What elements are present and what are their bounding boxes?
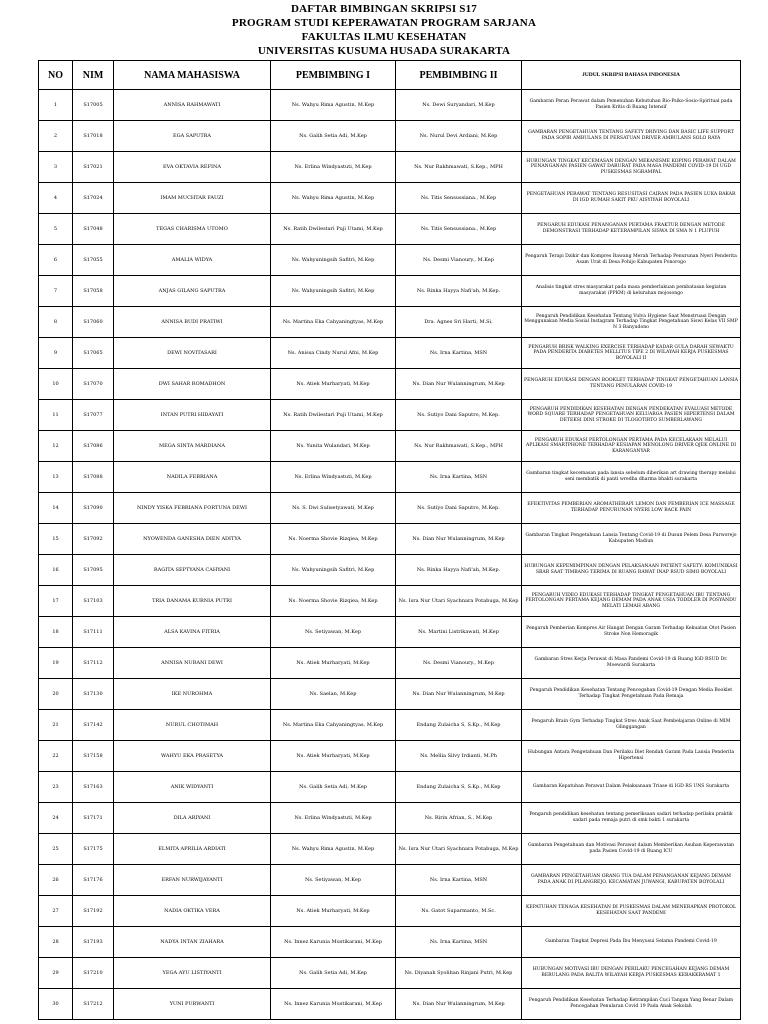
cell-nim: S17086 (73, 431, 114, 462)
cell-no: 12 (39, 431, 73, 462)
table-row (39, 183, 741, 214)
cell-judul: Pengaruh Pendidikan Kesehatan Terhadap Ketrampilan Cuci Tangan Yang Benar Dalam Pencegahan Penularan Covid 19 Pada Anak Sekolah (522, 989, 741, 1020)
cell-nim: S17060 (73, 307, 114, 338)
cell-no: 7 (39, 276, 73, 307)
cell-judul: HUBUNGAN MOTIVASI IBU DENGAN PERILAKU PENCEGAHAN KEJANG DEMAM BERULANG PADA BALITA WILAYAH KERJA PUSKESMAS KEBAKKRAMAT 1 (522, 958, 741, 989)
table-row (39, 555, 741, 586)
cell-no: 22 (39, 741, 73, 772)
cell-no: 10 (39, 369, 73, 400)
cell-nama: NYOWENDA GANESHA DIEN ADITYA (114, 524, 271, 555)
column-header-pembimbing-1: PEMBIMBING I (271, 61, 396, 90)
header-line-2: PROGRAM STUDI KEPERAWATAN PROGRAM SARJANA (231, 17, 537, 29)
cell-judul: GAMBARAN PENGETAHUAN ORANG TUA DALAM PENANGANAN KEJANG DEMAM PADA ANAK DI PILANGREJO, KECAMATAN JUWANGI, KABUPATEN BOYOLALI (522, 865, 741, 896)
cell-pembimbing-1: Ns. Anissa Cindy Nurul Afni, M.Kep (271, 338, 396, 369)
cell-nim: S17193 (73, 927, 114, 958)
cell-judul: Pengaruh Terapi Dzikir dan Kompres Bawang Merah Terhadap Penurunan Nyeri Penderita Asam Urat di Desa Pohijo Kabupaten Ponorogo (522, 245, 741, 276)
cell-no: 8 (39, 307, 73, 338)
cell-nim: S17095 (73, 555, 114, 586)
cell-nim: S17103 (73, 586, 114, 617)
column-header-nama: NAMA MAHASISWA (114, 61, 271, 90)
cell-pembimbing-1: Ns. Erlina Windyastuti, M.Kep (271, 152, 396, 183)
cell-nama: NINDY YISKA FEBRIANA FORTUNA DEWI (114, 493, 271, 524)
cell-nim: S17163 (73, 772, 114, 803)
cell-nama: ANNISA BUDI PRATIWI (114, 307, 271, 338)
cell-pembimbing-1: Ns. Wahyu Rima Agustin, M.Kep (271, 183, 396, 214)
table-row (39, 710, 741, 741)
cell-pembimbing-2: Ns. Titis Sensussiana., M.Kep (396, 214, 522, 245)
supervision-table (38, 60, 741, 1020)
cell-pembimbing-2: Ns. Sutiyo Dani Saputro, M.Kep. (396, 400, 522, 431)
cell-pembimbing-2: Ns. Isra Nur Utari Syachnara Potabuga, M.Kep (396, 834, 522, 865)
cell-no: 28 (39, 927, 73, 958)
cell-pembimbing-1: Ns. Atiek Murharyati, M.Kep (271, 369, 396, 400)
cell-nama: ERFAN NURWIJAYANTI (114, 865, 271, 896)
column-header-nim: NIM (73, 61, 114, 90)
cell-pembimbing-1: Ns. Galih Setia Adi, M.Kep (271, 772, 396, 803)
cell-nim: S17090 (73, 493, 114, 524)
table-row (39, 90, 741, 121)
cell-pembimbing-1: Ns. Setiyawan, M.Kep (271, 617, 396, 648)
table-row (39, 307, 741, 338)
cell-pembimbing-1: Ns. Erlina Windyastuti, M.Kep (271, 462, 396, 493)
cell-no: 20 (39, 679, 73, 710)
cell-nim: S17055 (73, 245, 114, 276)
cell-pembimbing-2: Ns. Isra Nur Utari Syachnara Potabuga, M.Kep (396, 586, 522, 617)
cell-nim: S17088 (73, 462, 114, 493)
cell-nim: S17077 (73, 400, 114, 431)
cell-pembimbing-2: Ns. Desmi Vianoury., M.Kep (396, 245, 522, 276)
table-row (39, 400, 741, 431)
cell-pembimbing-1: Ns. Galih Setia Adi, M.Kep (271, 958, 396, 989)
table-row (39, 834, 741, 865)
cell-pembimbing-2: Ns. Diyanah Syolihan Rinjani Putri, M.Kep (396, 958, 522, 989)
cell-pembimbing-1: Ns. Innez Karunia Mustikarani, M.Kep (271, 989, 396, 1020)
table-body (39, 90, 741, 1020)
cell-nama: EGA SAPUTRA (114, 121, 271, 152)
cell-pembimbing-2: Ns. Irna Kartina, MSN (396, 927, 522, 958)
table-row (39, 462, 741, 493)
column-header-no: NO (39, 61, 73, 90)
cell-pembimbing-1: Ns. Erlina Windyastuti, M.Kep (271, 803, 396, 834)
cell-no: 15 (39, 524, 73, 555)
table-row (39, 865, 741, 896)
cell-judul: Pengaruh Pendidikan Kesehatan Tentang Pencegahan Covid-19 Dengan Media Booklet Terhadap Tingkat Pengetahuan Pada Remaja (522, 679, 741, 710)
cell-nama: INTAN PUTRI HIDAYATI (114, 400, 271, 431)
cell-nama: DEWI NOVITASARI (114, 338, 271, 369)
cell-pembimbing-1: Ns. Ratih Dwilestari Puji Utami, M.Kep (271, 400, 396, 431)
table-row (39, 741, 741, 772)
cell-nama: NURUL CHOTIMAH (114, 710, 271, 741)
cell-pembimbing-2: Ns. Martini Listrikawati, M.Kep (396, 617, 522, 648)
cell-judul: HUBUNGAN TINGKAT KECEMASAN DENGAN MEKANISME KOPING PERAWAT DALAM PENANGANAN PASIEN GAWAT DARURAT PADA MASA PANDEMI COVID-19 DI UGD PUSKESMAS NGRAMPAL (522, 152, 741, 183)
cell-no: 4 (39, 183, 73, 214)
cell-pembimbing-1: Ns. Saelan, M.Kep (271, 679, 396, 710)
cell-judul: PENGETAHUAN PERAWAT TENTANG RESUSITASI CAIRAN PADA PASIEN LUKA BAKAR DI IGD RUMAH SAKIT PKU AISYIYAH BOYOLALI (522, 183, 741, 214)
cell-nama: ANJAS GILANG SAPUTRA (114, 276, 271, 307)
header-line-4: UNIVERSITAS KUSUMA HUSADA SURAKARTA (257, 45, 511, 57)
cell-pembimbing-1: Ns. Martina Eka Cahyaningtyas, M.Kep (271, 710, 396, 741)
cell-pembimbing-2: Ns. Irna Kartina, MSN (396, 462, 522, 493)
cell-pembimbing-1: Ns. Wahyu Rima Agustin, M.Kep (271, 834, 396, 865)
cell-pembimbing-1: Ns. Noerma Shovie Rizqiea, M.Kep (271, 586, 396, 617)
cell-judul: Pengaruh Brain Gym Terhadap Tingkat Stres Anak Saat Pembelajaran Online di MIM Glinggangan (522, 710, 741, 741)
cell-judul: Gambaran Tingkat Depresi Pada Ibu Menyusui Selama Pandemi Covid-19 (522, 927, 741, 958)
cell-nama: ALSA KAVINA FITRIA (114, 617, 271, 648)
cell-no: 9 (39, 338, 73, 369)
cell-no: 16 (39, 555, 73, 586)
table-row (39, 679, 741, 710)
cell-judul: Gambaran Pengetahuan dan Motivasi Perawat dalam Memberikan Asuhan Keperawatan pada Pasien Covid-19 di Ruang ICU (522, 834, 741, 865)
cell-nama: WAHYU EKA PRASETYA (114, 741, 271, 772)
cell-judul: Gambaran Peran Perawat dalam Pemenuhan Kebutuhan Bio-Psiko-Sosio-Spiritual pada Pasien Kritis di Ruang Intensif (522, 90, 741, 121)
cell-nim: S17212 (73, 989, 114, 1020)
cell-nama: TRIA DANAMA KURNIA PUTRI (114, 586, 271, 617)
cell-nim: S17111 (73, 617, 114, 648)
cell-nim: S17175 (73, 834, 114, 865)
cell-pembimbing-1: Ns. Wahyuningsih Safitri, M.Kep (271, 276, 396, 307)
table-header-row (39, 61, 741, 90)
cell-pembimbing-2: Ns. Dian Nur Wulanningrum, M.Kep (396, 524, 522, 555)
cell-no: 24 (39, 803, 73, 834)
cell-no: 11 (39, 400, 73, 431)
table-row (39, 369, 741, 400)
cell-judul: PENGARUH EDUKASI PERTOLONGAN PERTAMA PADA KECELAKAAN MELALUI APLIKASI SMARTPHONE TERHADAP KESIAPAN MENOLONG DRIVER OJEK ONLINE DI KARANGANYAR (522, 431, 741, 462)
cell-nim: S17192 (73, 896, 114, 927)
cell-judul: Gambaran tingkat kecemasan pada lansia sebelum diberikan art drawing therapy melalui seni membatik di panti wredha dharma bhakti surakarta (522, 462, 741, 493)
table-row (39, 493, 741, 524)
table-row (39, 276, 741, 307)
cell-nim: S17176 (73, 865, 114, 896)
cell-judul: PENGARUH BRISK WALKING EXERCISE TERHADAP KADAR GULA DARAH SEWAKTU PADA PENDERITA DIABETES MELLITUS TIPE 2 DI WILAYAH KERJA PUSKESMAS BOYOLALI II (522, 338, 741, 369)
table-row (39, 524, 741, 555)
cell-nim: S17024 (73, 183, 114, 214)
cell-nama: NADILA FEBRIANA (114, 462, 271, 493)
document-header (0, 0, 768, 60)
cell-nim: S17142 (73, 710, 114, 741)
table-row (39, 121, 741, 152)
cell-nim: S17005 (73, 90, 114, 121)
table-row (39, 152, 741, 183)
cell-no: 18 (39, 617, 73, 648)
column-header-pembimbing-2: PEMBIMBING II (396, 61, 522, 90)
cell-judul: Hubungan Antara Pengetahuan Dan Perilaku Diet Rendah Garam Pada Lansia Penderita Hipertensi (522, 741, 741, 772)
header-line-3: FAKULTAS ILMU KESEHATAN (301, 31, 467, 43)
table-row (39, 586, 741, 617)
cell-pembimbing-1: Ns. Wahyuningsih Safitri, M.Kep (271, 245, 396, 276)
cell-no: 30 (39, 989, 73, 1020)
cell-pembimbing-1: Ns. Setiyawan, M.Kep (271, 865, 396, 896)
cell-no: 25 (39, 834, 73, 865)
table-row (39, 214, 741, 245)
table-row (39, 958, 741, 989)
column-header-judul: JUDUL SKRIPSI BAHASA INDONESIA (522, 61, 741, 90)
cell-nim: S17018 (73, 121, 114, 152)
cell-no: 5 (39, 214, 73, 245)
cell-no: 21 (39, 710, 73, 741)
cell-pembimbing-1: Ns. Atiek Murharyati, M.Kep (271, 896, 396, 927)
cell-nama: ELMITA APRILIA ARDIATI (114, 834, 271, 865)
cell-nim: S17070 (73, 369, 114, 400)
cell-nama: RAGITA SEPTYANA CAHYANI (114, 555, 271, 586)
table-row (39, 772, 741, 803)
cell-judul: KEPATUHAN TENAGA KESEHATAN DI PUSKESMAS DALAM MENERAPKAN PROTOKOL KESEHATAN SAAT PANDEMI (522, 896, 741, 927)
cell-nim: S17065 (73, 338, 114, 369)
cell-pembimbing-2: Ns. Irna Kartina, MSN (396, 865, 522, 896)
cell-nim: S17058 (73, 276, 114, 307)
cell-nama: NADIA OKTIKA VERA (114, 896, 271, 927)
cell-pembimbing-2: Ns. Sutiyo Dani Saputro, M.Kep. (396, 493, 522, 524)
cell-nim: S17210 (73, 958, 114, 989)
cell-pembimbing-2: Ns. Rinka Hayya Nafi'ah, M.Kep. (396, 276, 522, 307)
cell-pembimbing-1: Ns. Innez Karunia Mustikarani, M.Kep (271, 927, 396, 958)
cell-no: 17 (39, 586, 73, 617)
cell-judul: Pengaruh Pemberian Kompres Air Hangat Dengan Garam Terhadap Kekuatan Otot Pasien Stroke Non Hemoragik (522, 617, 741, 648)
cell-judul: Gambaran Tingkat Pengetahuan Lansia Tentang Covid-19 di Dusun Pelem Desa Purworejo Kabupaten Madiun (522, 524, 741, 555)
table-row (39, 803, 741, 834)
cell-pembimbing-2: Ns. Rinka Hayya Nafi'ah, M.Kep. (396, 555, 522, 586)
cell-pembimbing-2: Ns. Dian Nur Wulanningrum, M.Kep (396, 989, 522, 1020)
cell-no: 6 (39, 245, 73, 276)
cell-nama: DWI SAHAR ROMADHON (114, 369, 271, 400)
cell-pembimbing-2: Ns. Nur Rakhmawati, S.Kep., MPH (396, 152, 522, 183)
table-row (39, 648, 741, 679)
cell-pembimbing-1: Ns. Yunita Wulandari, M.Kep (271, 431, 396, 462)
cell-pembimbing-1: Ns. Wahyuningsih Safitri, M.Kep (271, 555, 396, 586)
cell-nama: IKE NUROHMA (114, 679, 271, 710)
cell-nama: EVA OKTAVIA REFINA (114, 152, 271, 183)
cell-pembimbing-1: Ns. Ratih Dwilestari Puji Utami, M.Kep (271, 214, 396, 245)
cell-judul: HUBUNGAN KEPEMIMPINAN DENGAN PELAKSANAAN PATIENT SAFETY: KOMUNIKASI SBAR SAAT TIMBANG TERIMA DI RUANG RAWAT INAP RSUD SIMO BOYOLALI (522, 555, 741, 586)
header-line-1: DAFTAR BIMBINGAN SKRIPSI S17 (290, 3, 477, 15)
cell-no: 27 (39, 896, 73, 927)
table-row (39, 617, 741, 648)
cell-nama: YEGA AYU LISTIYANTI (114, 958, 271, 989)
cell-nama: MEGA SINTA MARDIANA (114, 431, 271, 462)
cell-nim: S17112 (73, 648, 114, 679)
cell-pembimbing-2: Ns. Dewi Suryandari, M.Kep (396, 90, 522, 121)
cell-judul: Gambaran Kepatuhan Perawat Dalam Pelaksanaan Triase di IGD RS UNS Surakarta (522, 772, 741, 803)
cell-nim: S17092 (73, 524, 114, 555)
cell-no: 14 (39, 493, 73, 524)
cell-pembimbing-2: Ns. Ririn Afrian, S., M.Kep (396, 803, 522, 834)
cell-no: 23 (39, 772, 73, 803)
cell-nim: S17048 (73, 214, 114, 245)
cell-nim: S17171 (73, 803, 114, 834)
cell-pembimbing-2: Endang Zulaicha S, S.Kp., M.Kep (396, 772, 522, 803)
cell-pembimbing-2: Ns. Nurul Devi Ardiani, M.Kep (396, 121, 522, 152)
cell-judul: PENGARUH EDUKASI DENGAN BOOKLET TERHADAP TINGKAT PENGETAHUAN LANSIA TENTANG PENULARAN COVID-19 (522, 369, 741, 400)
cell-nama: ANIK WIDYANTI (114, 772, 271, 803)
table-row (39, 896, 741, 927)
cell-nama: AMALIA WIDYA (114, 245, 271, 276)
table-row (39, 927, 741, 958)
cell-judul: PENGARUH EDUKASI PENANGANAN PERTAMA FRAKTUR DENGAN METODE DEMONSTRASI TERHADAP KETERAMPILAN SISWA DI SMA N 1 PLUPUH (522, 214, 741, 245)
cell-pembimbing-2: Ns. Dian Nur Wulanningrum, M.Kep (396, 679, 522, 710)
cell-no: 1 (39, 90, 73, 121)
table-row (39, 989, 741, 1020)
cell-pembimbing-2: Ns. Mellia Silvy Irdianti, M.Ph (396, 741, 522, 772)
cell-pembimbing-2: Dra. Agnes Sri Harti, M.Si. (396, 307, 522, 338)
cell-pembimbing-1: Ns. Noerma Shovie Rizqiea, M.Kep (271, 524, 396, 555)
cell-pembimbing-1: Ns. Atiek Murharyati, M.Kep (271, 648, 396, 679)
cell-judul: Pengaruh Pendidikan Kesehatan Tentang Vulva Hygiene Saat Menstruasi Dengan Menggunakan Media Sosial Instagram Terhadap Tingkat Pengetahuan Siswi Kelas VII SMP N 3 Banyudono (522, 307, 741, 338)
cell-no: 3 (39, 152, 73, 183)
cell-pembimbing-2: Ns. Titis Sensussiana., M.Kep (396, 183, 522, 214)
cell-judul: Pengaruh pendidikan kesehatan tentang pemeriksaan sadari terhadap perilaku praktik sadari pada remaja putri di smk bakti 1 surakarta (522, 803, 741, 834)
cell-pembimbing-1: Ns. Martina Eka Cahyaningtyas, M.Kep (271, 307, 396, 338)
cell-nama: DILA ARIYANI (114, 803, 271, 834)
cell-nim: S17021 (73, 152, 114, 183)
cell-judul: Analisis tingkat stres masyarakat pada masa pemberlakuan pembatasan kegiatan masyarakat (PPKM) di kelurahan mojosongo (522, 276, 741, 307)
cell-pembimbing-2: Ns. Gatot Suparmanto, M.Sc. (396, 896, 522, 927)
cell-pembimbing-2: Ns. Dian Nur Wulanningrum, M.Kep (396, 369, 522, 400)
cell-no: 2 (39, 121, 73, 152)
table-row (39, 338, 741, 369)
cell-pembimbing-1: Ns. Galih Setia Adi, M.Kep (271, 121, 396, 152)
table-row (39, 431, 741, 462)
cell-judul: GAMBARAN PENGETAHUAN TENTANG SAFETY DRIVING DAN BASIC LIFE SUPPORT PADA SOPIR AMBULANS DI PERSATUAN DRIVER AMBULANS SOLO RAYA (522, 121, 741, 152)
cell-nim: S17158 (73, 741, 114, 772)
cell-judul: EFEKTIVITAS PEMBERIAN AROMATHERAPI LEMON DAN PEMBERIAN ICE MASSAGE TERHADAP PENURUNAN NYERI LOW BACK PAIN (522, 493, 741, 524)
cell-judul: Gambaran Stres Kerja Perawat di Masa Pandemi Covid-19 di Ruang IGD RSUD Dr. Moewardi Surakarta (522, 648, 741, 679)
cell-no: 26 (39, 865, 73, 896)
cell-judul: PENGARUH PENDIDIKAN KESEHATAN DENGAN PENDEKATAN EVALUASI METODE WORD SQUARE TERHADAP PENGETAHUAN KELUARGA PASIEN HIPERTENSI DALAM DETEKSI DINI STROKE DI TLOGOTIRTO SUMBERLAWANG (522, 400, 741, 431)
cell-nama: IMAM MUCHTAR FAUZI (114, 183, 271, 214)
cell-pembimbing-2: Ns. Irna Kartina, MSN (396, 338, 522, 369)
cell-pembimbing-2: Endang Zulaicha S, S.Kp., M.Kep (396, 710, 522, 741)
cell-judul: PENGARUH VIDEO EDUKASI TERHADAP TINGKAT PENGETAHUAN IBU TENTANG PERTOLONGAN PERTAMA KEJANG DEMAM PADA ANAK USIA TODDLER DI POSYANDU MELATI LEMAH ABANG (522, 586, 741, 617)
cell-nama: NADYA INTAN ZIAHARA (114, 927, 271, 958)
cell-nama: ANNISA RAHMAWATI (114, 90, 271, 121)
cell-pembimbing-1: Ns. S. Dwi Sulisetyawati, M.Kep (271, 493, 396, 524)
cell-nim: S17130 (73, 679, 114, 710)
cell-pembimbing-2: Ns. Nur Rakhmawati, S.Kep., MPH (396, 431, 522, 462)
cell-nama: TEGAS CHARISMA UTOMO (114, 214, 271, 245)
cell-no: 13 (39, 462, 73, 493)
cell-no: 29 (39, 958, 73, 989)
table-row (39, 245, 741, 276)
cell-nama: YUNI PURWANTI (114, 989, 271, 1020)
cell-pembimbing-2: Ns. Desmi Vianoury., M.Kep (396, 648, 522, 679)
cell-pembimbing-1: Ns. Atiek Murharyati, M.Kep (271, 741, 396, 772)
cell-pembimbing-1: Ns. Wahyu Rima Agustin, M.Kep (271, 90, 396, 121)
cell-nama: ANNISA NURANI DEWI (114, 648, 271, 679)
cell-no: 19 (39, 648, 73, 679)
